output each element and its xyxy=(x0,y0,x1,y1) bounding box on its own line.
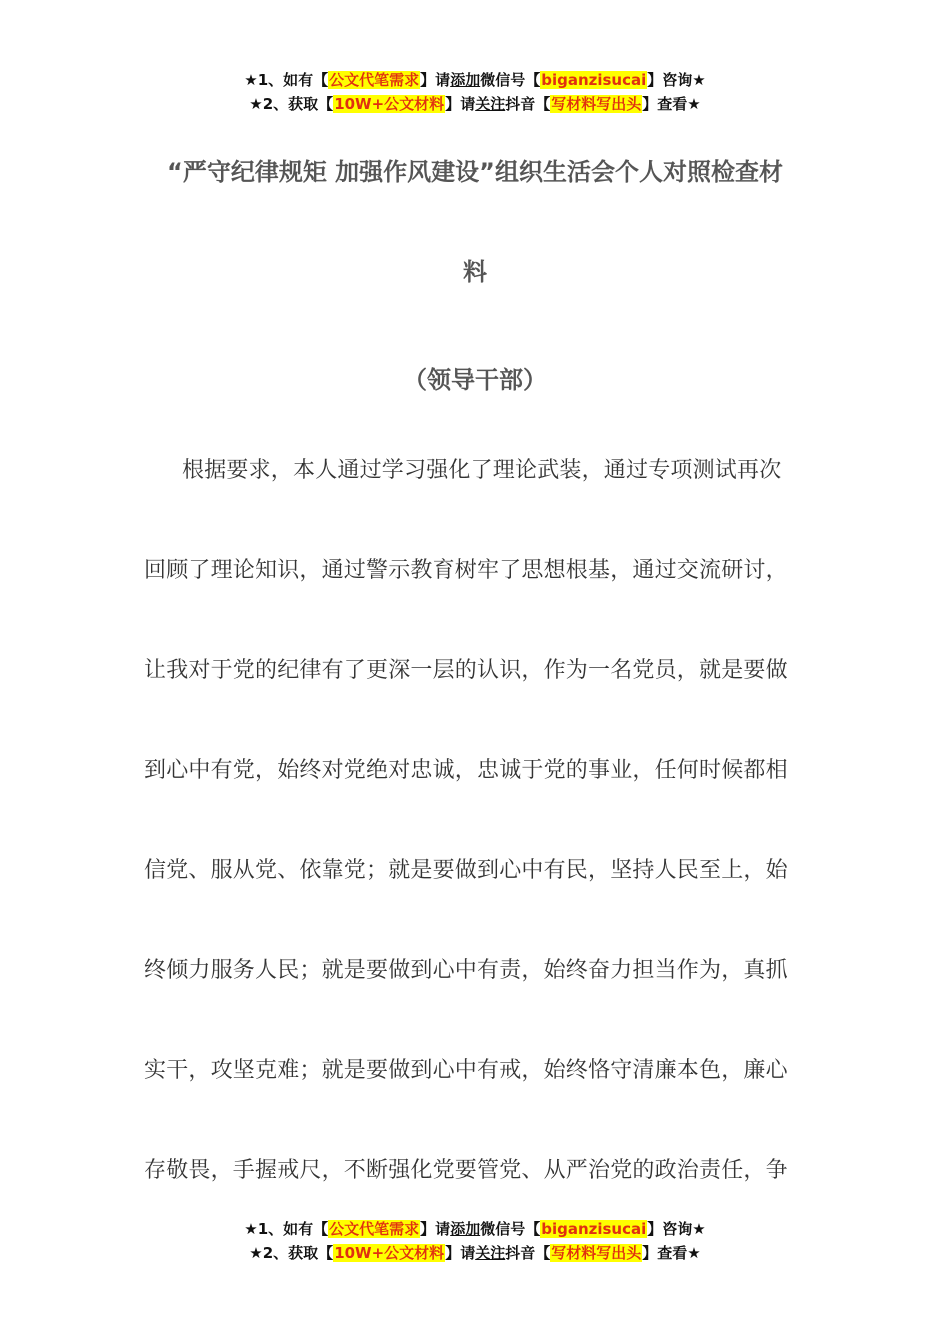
body-line: 根据要求，本人通过学习强化了理论武装，通过专项测试再次 xyxy=(182,458,782,483)
promo-text: 抖音【 xyxy=(505,1244,551,1262)
promo-highlight: 写材料写出头 xyxy=(551,95,642,113)
promo-text: ★1、如有【 xyxy=(244,1220,329,1238)
body-line: 回顾了理论知识，通过警示教育树牢了思想根基，通过交流研讨， xyxy=(144,558,788,583)
promo-highlight: 公文代笔需求 xyxy=(329,1220,420,1238)
promo-line-1 xyxy=(0,1217,950,1241)
promo-highlight: 写材料写出头 xyxy=(551,1244,642,1262)
promo-underline: 添加 xyxy=(450,71,481,89)
document-body xyxy=(144,453,806,1253)
promo-text: 】咨询★ xyxy=(647,71,706,89)
document-subtitle: （领导干部） xyxy=(403,366,547,394)
promo-highlight: 10W+公文材料 xyxy=(334,1244,445,1262)
body-line: 实干，攻坚克难；就是要做到心中有戒，始终恪守清廉本色，廉心 xyxy=(144,1058,788,1083)
promo-text: 】请 xyxy=(445,95,476,113)
promo-underline: 添加 xyxy=(450,1220,481,1238)
promo-text: ★2、获取【 xyxy=(249,1244,334,1262)
body-line: 信党、服从党、依靠党；就是要做到心中有民，坚持人民至上，始 xyxy=(144,858,788,883)
promo-line-2 xyxy=(0,1241,950,1265)
promo-underline: 关注 xyxy=(475,95,506,113)
promo-text: ★2、获取【 xyxy=(249,95,334,113)
promo-highlight: biganzisucai xyxy=(541,1220,647,1238)
promo-text: 微信号【 xyxy=(480,71,541,89)
document-title-line-2: 料 xyxy=(463,258,487,286)
promo-highlight: 公文代笔需求 xyxy=(329,71,420,89)
promo-text: 】查看★ xyxy=(642,95,701,113)
promo-banner-bottom xyxy=(0,1217,950,1265)
body-line: 终倾力服务人民；就是要做到心中有责，始终奋力担当作为，真抓 xyxy=(144,958,788,983)
promo-banner-top xyxy=(0,68,950,116)
promo-text: 微信号【 xyxy=(480,1220,541,1238)
promo-text: 】请 xyxy=(420,71,451,89)
promo-highlight: 10W+公文材料 xyxy=(334,95,445,113)
promo-line-2 xyxy=(0,92,950,116)
promo-text: ★1、如有【 xyxy=(244,71,329,89)
promo-text: 】请 xyxy=(420,1220,451,1238)
promo-text: 】咨询★ xyxy=(647,1220,706,1238)
promo-text: 抖音【 xyxy=(505,95,551,113)
document-title-line-1: “严守纪律规矩 加强作风建设”组织生活会个人对照检查材 xyxy=(167,158,783,186)
promo-highlight: biganzisucai xyxy=(541,71,647,89)
promo-underline: 关注 xyxy=(475,1244,506,1262)
body-line: 让我对于党的纪律有了更深一层的认识，作为一名党员，就是要做 xyxy=(144,658,788,683)
promo-text: 】请 xyxy=(445,1244,476,1262)
promo-text: 】查看★ xyxy=(642,1244,701,1262)
body-line: 到心中有党，始终对党绝对忠诚，忠诚于党的事业，任何时候都相 xyxy=(144,758,788,783)
promo-line-1 xyxy=(0,68,950,92)
body-line: 存敬畏，手握戒尺，不断强化党要管党、从严治党的政治责任，争 xyxy=(144,1158,788,1183)
